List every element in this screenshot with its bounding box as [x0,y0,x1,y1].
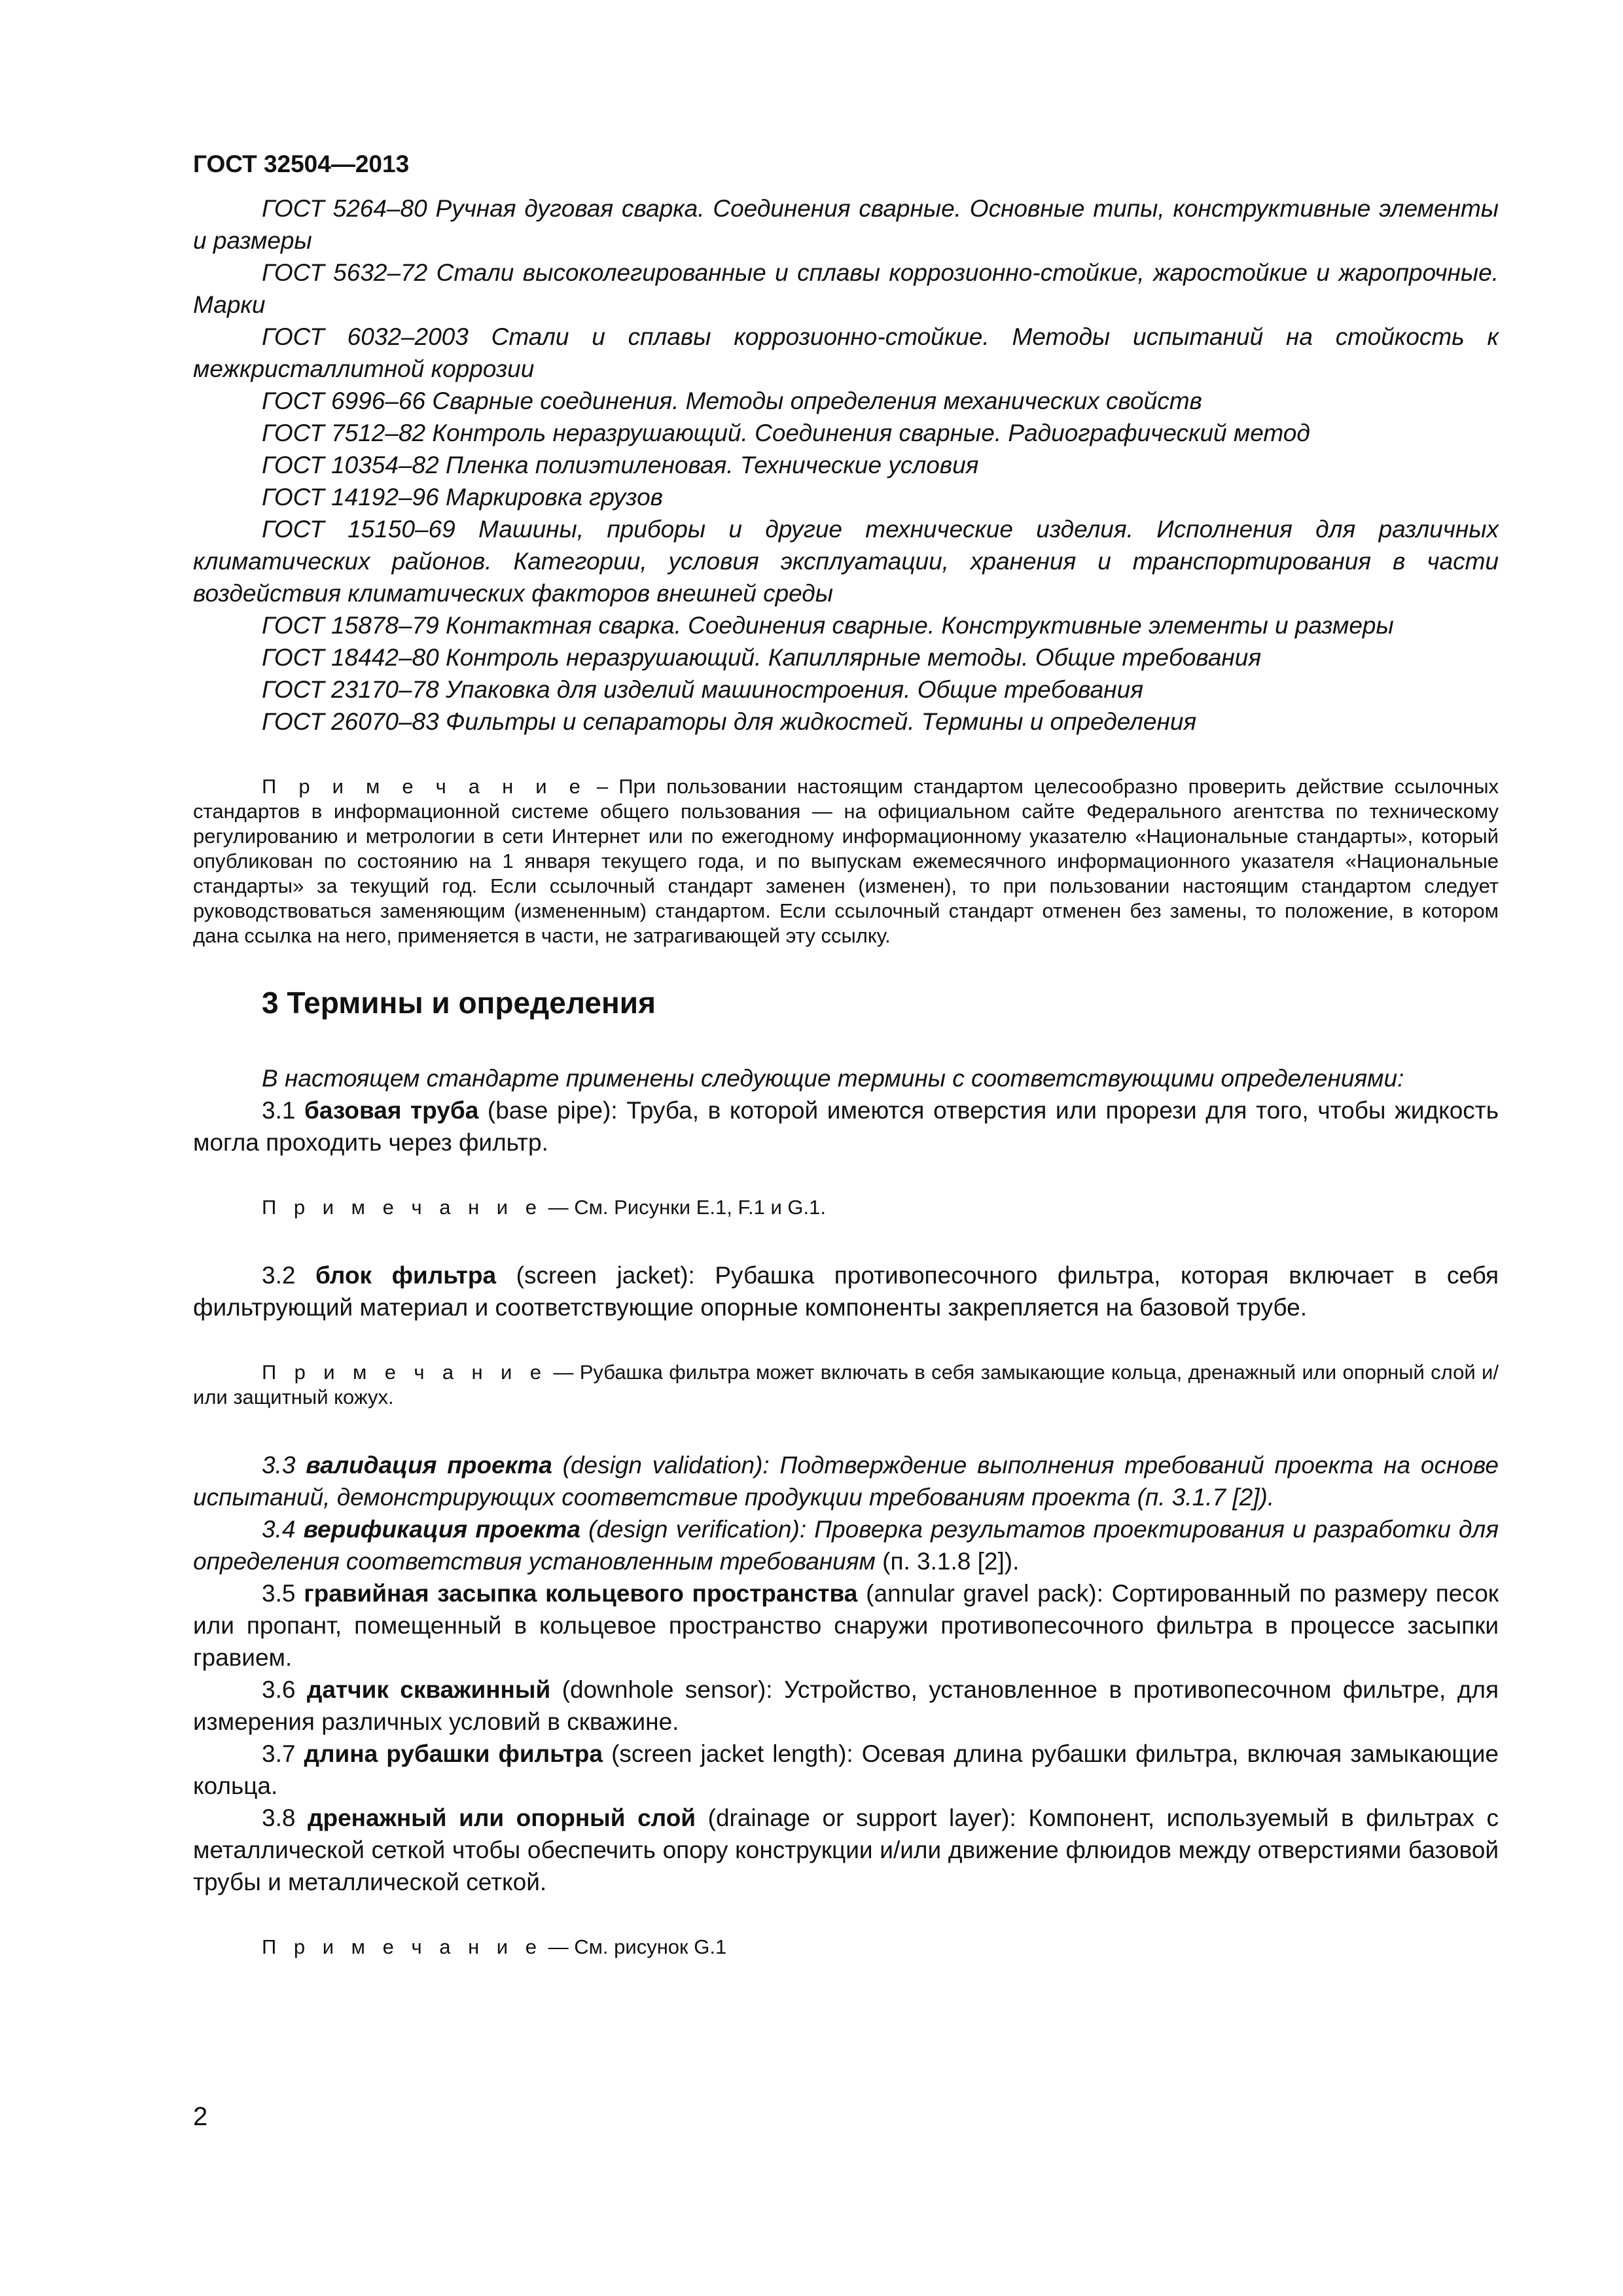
term-name: гравийная засыпка кольцевого пространства [304,1580,858,1607]
reference-list [193,192,1499,738]
reference-item: ГОСТ 10354–82 Пленка полиэтиленовая. Технические условия [262,452,979,478]
reference-item: ГОСТ 7512–82 Контроль неразрушающий. Соединения сварные. Радиографический метод [262,420,1310,446]
note-text: – При пользовании настоящим стандартом целесообразно проверить действие ссылочных стандартов в информационной системе общего пользования — на официальном сайте Федерального агентства по техническому регулированию и метрологии в сети Интернет или по ежегодному информационному указателю «Национальные стандарты», который опубликован по состоянию на 1 января текущего года, и по выпускам ежемесячного информационного указателя «Национальные стандарты» за текущий год. Если ссылочный стандарт заменен (изменен), то при пользовании настоящим стандартом следует руководствоваться заменяющим (измененным) стандартом. Если ссылочный стандарт отменен без замены, то положение, в котором дана ссылка на него, применяется в части, не затрагивающей эту ссылку. [193,775,1499,947]
reference-item: ГОСТ 23170–78 Упаковка для изделий машиностроения. Общие требования [262,676,1143,703]
note-label: П р и м е ч а н и е [262,775,586,798]
reference-item: ГОСТ 6996–66 Сварные соединения. Методы определения механических свойств [262,387,1202,414]
term-name: длина рубашки фильтра [304,1740,603,1767]
term-3-7: 3.7 длина рубашки фильтра (screen jacket length): Осевая длина рубашки фильтра, включая замыкающие кольца. [193,1740,1499,1799]
term-3-2: 3.2 блок фильтра (screen jacket): Рубашка противопесочного фильтра, которая включает в себя фильтрующий материал и соответствующие опорные компоненты закрепляется на базовой трубе. [193,1262,1499,1321]
term-name: верификация проекта [303,1516,580,1543]
term-3-6: 3.6 датчик скважинный (downhole sensor): Устройство, установленное в противопесочном фильтре, для измерения различных условий в скважине. [193,1676,1499,1735]
page-number: 2 [193,2102,208,2131]
reference-item: ГОСТ 14192–96 Маркировка грузов [262,484,663,511]
section-title: 3 Термины и определения [262,986,656,1020]
document-header: ГОСТ 32504—2013 [193,151,410,177]
term-3-3: 3.3 валидация проекта (design validation): Подтверждение выполнения требований проекта на основе испытаний, демонстрирующих соответствие продукции требованиям проекта (п. 3.1.7 [2]). [193,1452,1499,1511]
reference-item: ГОСТ 5264–80 Ручная дуговая сварка. Соединения сварные. Основные типы, конструктивные элементы и размеры [193,195,1499,254]
term-name: датчик скважинный [306,1676,551,1703]
term-3-5: 3.5 гравийная засыпка кольцевого пространства (annular gravel pack): Сортированный по размеру песок или пропант, помещенный в кольцевое пространство снаружи противопесочного фильтра в процессе засыпки гравием. [193,1580,1499,1671]
reference-item: ГОСТ 15878–79 Контактная сварка. Соединения сварные. Конструктивные элементы и размеры [262,612,1394,639]
term-name: дренажный или опорный слой [308,1804,696,1831]
note-3-1: П р и м е ч а н и е — См. Рисунки E.1, F.1 и G.1. [262,1196,826,1219]
reference-item: ГОСТ 5632–72 Стали высоколегированные и сплавы коррозионно-стойкие, жаростойкие и жаропрочные. Марки [193,259,1499,318]
term-name: блок фильтра [315,1262,497,1289]
reference-item: ГОСТ 26070–83 Фильтры и сепараторы для жидкостей. Термины и определения [262,708,1197,735]
note-3-8: П р и м е ч а н и е — См. рисунок G.1 [262,1935,727,1958]
reference-item: ГОСТ 15150–69 Машины, приборы и другие технические изделия. Исполнения для различных климатических районов. Категории, условия эксплуатации, хранения и транспортирования в части воздействия климатических факторов внешней среды [193,516,1499,607]
reference-item: ГОСТ 6032–2003 Стали и сплавы коррозионно-стойкие. Методы испытаний на стойкость к межкристаллитной коррозии [193,323,1499,382]
term-3-4: 3.4 верификация проекта (design verification): Проверка результатов проектирования и разработки для определения соответствия установленным требованиям (п. 3.1.8 [2]). [193,1516,1499,1575]
section-intro: В настоящем стандарте применены следующие термины с соответствующими определениями: [262,1065,1404,1092]
term-name: валидация проекта [306,1452,552,1479]
reference-item: ГОСТ 18442–80 Контроль неразрушающий. Капиллярные методы. Общие требования [262,644,1262,671]
note-3-2: П р и м е ч а н и е — Рубашка фильтра может включать в себя замыкающие кольца, дренажный или опорный слой и/или защитный кожух. [193,1361,1499,1408]
document-page [193,151,1499,1960]
reference-note [193,774,1499,948]
term-3-8: 3.8 дренажный или опорный слой (drainage or support layer): Компонент, используемый в фильтрах с металлической сеткой чтобы обеспечить опору конструкции и/или движение флюидов между отверстиями базовой трубы и металлической сеткой. [193,1804,1499,1895]
term-3-1: 3.1 базовая труба (base pipe): Труба, в которой имеются отверстия или прорези для того, чтобы жидкость могла проходить через фильтр. [193,1097,1499,1156]
term-name: базовая труба [304,1097,479,1124]
